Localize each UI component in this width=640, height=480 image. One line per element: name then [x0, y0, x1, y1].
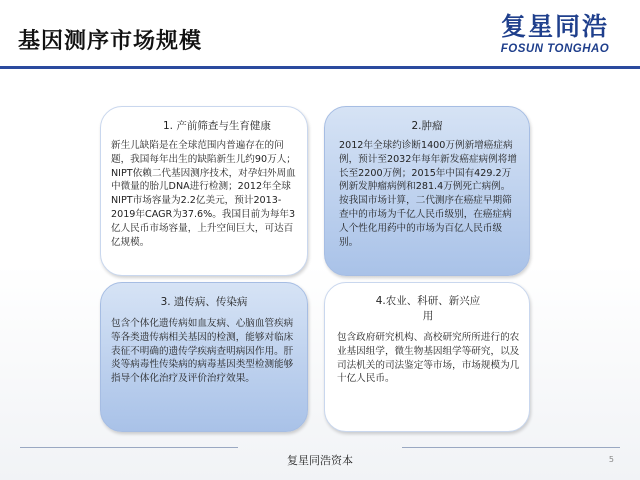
card-body: 包含个体化遗传病如血友病、心脑血管疾病等各类遗传病相关基因的检测，能够对临床表征不明确的遗传学疾病查明病因作用。肝炎等病毒性传染病的病毒基因类型检测能够指导个体化治疗及评价治疗效果。: [111, 318, 294, 385]
card-title: 1. 产前筛查与生育健康: [163, 120, 271, 132]
footer-line-left: [20, 447, 238, 448]
logo-chinese-text: 复星同浩: [500, 12, 609, 41]
card-agriculture-research: [324, 282, 530, 432]
title-divider: [0, 66, 640, 69]
card-body: 包含政府研究机构、高校研究所所进行的农业基因组学，微生物基因组学等研究，以及司法机关的司法鉴定等市场，市场规模为几十亿人民币。: [337, 332, 520, 385]
company-logo: [480, 12, 630, 64]
card-body: 新生儿缺陷是在全球范围内普遍存在的问题，我国每年出生的缺陷新生儿约90万人；NIPT依赖二代基因测序技术，对孕妇外周血中微量的胎儿DNA进行检测；2012年全球NIPT市场容量为2.2亿美元，预计2013-2019年CAGR为37.6%。我国目前为每年3亿人民币市场容量，上升空间巨大，可达百亿规模。: [111, 140, 296, 248]
card-prenatal-screening: [100, 106, 308, 276]
card-title: 3. 遗传病、传染病: [160, 296, 248, 308]
page-number: 5: [608, 455, 614, 464]
card-genetic-infectious-disease: [100, 282, 308, 432]
footer-text: 复星同浩资本: [287, 454, 353, 467]
card-body: 2012年全球约诊断1400万例新增癌症病例，预计至2032年每年新发癌症病例将增长至2200万例；2015年中国有429.2万例新发肿瘤病例和281.4万例死亡病例。按我国市场计算，二代测序在癌症早期筛查中的市场为千亿人民币级别，在癌症病人个性化用药中的市场为百亿人民币级别。: [339, 140, 517, 248]
card-title: 4.农业、科研、新兴应用: [375, 295, 481, 322]
footer-line-right: [402, 447, 620, 448]
card-tumor: [324, 106, 530, 276]
logo-english-text: FOSUN TONGHAO: [500, 43, 610, 55]
card-title: 2.肿瘤: [411, 120, 443, 132]
slide-title: 基因测序市场规模: [18, 29, 203, 54]
